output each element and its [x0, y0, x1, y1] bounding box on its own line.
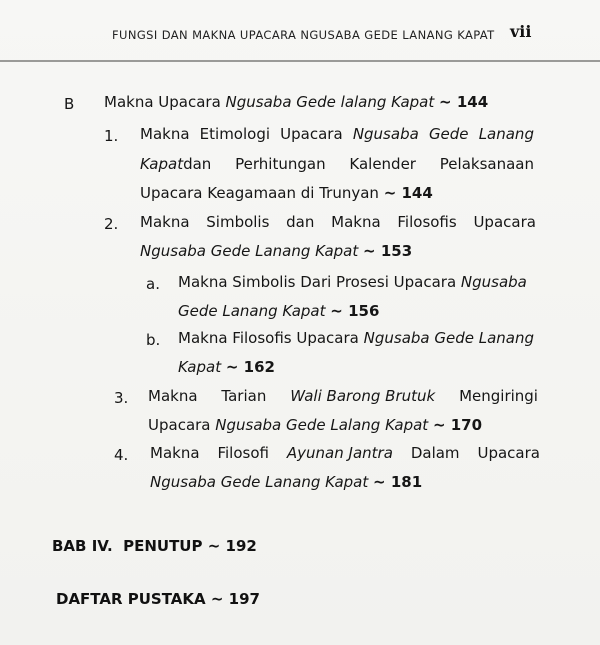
toc-word: Upacara: [477, 444, 540, 462]
toc-entry-1-line-3: [140, 184, 433, 202]
toc-entry-3-line-2: [148, 416, 482, 434]
toc-marker-2: 2.: [104, 215, 119, 233]
toc-word: Gede: [428, 125, 469, 143]
toc-word: Makna: [140, 125, 190, 143]
toc-italic-title: Ngusaba Gede Lalang Kapat: [215, 416, 429, 434]
toc-word: Kapat: [140, 155, 184, 173]
toc-label: BAB IV. PENUTUP: [52, 537, 203, 555]
toc-label: Makna Filosofis Upacara: [178, 329, 364, 347]
toc-italic-title: Wali Barong Brutuk: [290, 387, 436, 405]
toc-page-ref: ~ 153: [363, 242, 413, 260]
toc-entry-2-line-2: [140, 242, 412, 260]
toc-page-ref: ~ 181: [373, 473, 423, 491]
toc-italic-title: Kapat: [178, 358, 222, 376]
toc-italic-title: Ngusaba Gede Lanang Kapat: [150, 473, 369, 491]
toc-entry-bab-iv: [52, 537, 257, 555]
toc-label: Upacara Keagamaan di Trunyan: [140, 184, 384, 202]
toc-page-ref: ~ 144: [383, 184, 433, 202]
toc-entry-1-line-1: [140, 125, 534, 143]
toc-word: Dalam: [410, 444, 460, 462]
toc-label: Upacara: [148, 416, 216, 434]
toc-word: Makna: [140, 213, 190, 231]
toc-word: Simbolis: [206, 213, 270, 231]
toc-word: Filosofi: [217, 444, 269, 462]
toc-label: Makna Upacara: [104, 93, 226, 111]
toc-entry-2b-line-2: [178, 358, 275, 376]
toc-entry-3-line-1: [148, 387, 538, 405]
toc-word: Makna: [150, 444, 200, 462]
toc-word: Etimologi: [199, 125, 271, 143]
toc-page-ref: ~ 170: [432, 416, 483, 434]
toc-word: Mengiringi: [459, 387, 538, 405]
toc-word: Upacara: [280, 125, 343, 143]
toc-italic-title: Gede Lanang Kapat: [178, 302, 326, 320]
toc-word: dan: [286, 213, 315, 231]
toc-italic-title: Ayunan Jantra: [286, 444, 393, 462]
toc-entry-2-line-1: [140, 213, 536, 231]
toc-entry-daftar-pustaka: [56, 590, 260, 608]
toc-entry-section-b: [104, 93, 488, 111]
toc-marker-b: B: [64, 95, 75, 113]
toc-entry-2b-line-1: [178, 329, 534, 347]
toc-marker-2b: b.: [146, 331, 161, 349]
toc-page-ref: ~ 197: [210, 590, 260, 608]
toc-marker-4: 4.: [114, 446, 129, 464]
page-number: vii: [510, 22, 532, 41]
toc-word: Kalender: [349, 155, 416, 173]
toc-page-ref: ~ 156: [330, 302, 380, 320]
toc-page-ref: ~ 144: [439, 93, 489, 111]
toc-marker-1: 1.: [104, 127, 119, 145]
toc-word: Tarian: [221, 387, 267, 405]
toc-label: DAFTAR PUSTAKA: [56, 590, 206, 608]
toc-word: Filosofis: [397, 213, 457, 231]
toc-italic-title: Ngusaba Gede Lanang: [363, 329, 535, 347]
toc-entry-1-line-2: [140, 155, 534, 173]
toc-marker-3: 3.: [114, 389, 129, 407]
toc-word: Perhitungan: [235, 155, 326, 173]
toc-word: Upacara: [473, 213, 536, 231]
toc-word: Makna: [148, 387, 198, 405]
toc-word: dan: [183, 155, 212, 173]
toc-marker-2a: a.: [146, 275, 160, 293]
header-rule: [0, 60, 600, 62]
toc-word: Pelaksanaan: [439, 155, 534, 173]
toc-italic-title: Ngusaba: [460, 273, 527, 291]
toc-word: Ngusaba: [352, 125, 419, 143]
toc-entry-4-line-1: [150, 444, 540, 462]
running-title: FUNGSI DAN MAKNA UPACARA NGUSABA GEDE LANANG KAPAT: [112, 28, 495, 42]
toc-label: Makna Simbolis Dari Prosesi Upacara: [178, 273, 461, 291]
toc-italic-title: Ngusaba Gede lalang Kapat: [225, 93, 435, 111]
toc-entry-4-line-2: [150, 473, 422, 491]
toc-word: Makna: [331, 213, 381, 231]
toc-entry-2a-line-1: [178, 273, 527, 291]
toc-word: Lanang: [478, 125, 534, 143]
page-header: [0, 0, 600, 64]
toc-page-ref: ~ 162: [225, 358, 275, 376]
toc-entry-2a-line-2: [178, 302, 379, 320]
toc-italic-title: Ngusaba Gede Lanang Kapat: [140, 242, 359, 260]
toc-page-ref: ~ 192: [207, 537, 257, 555]
